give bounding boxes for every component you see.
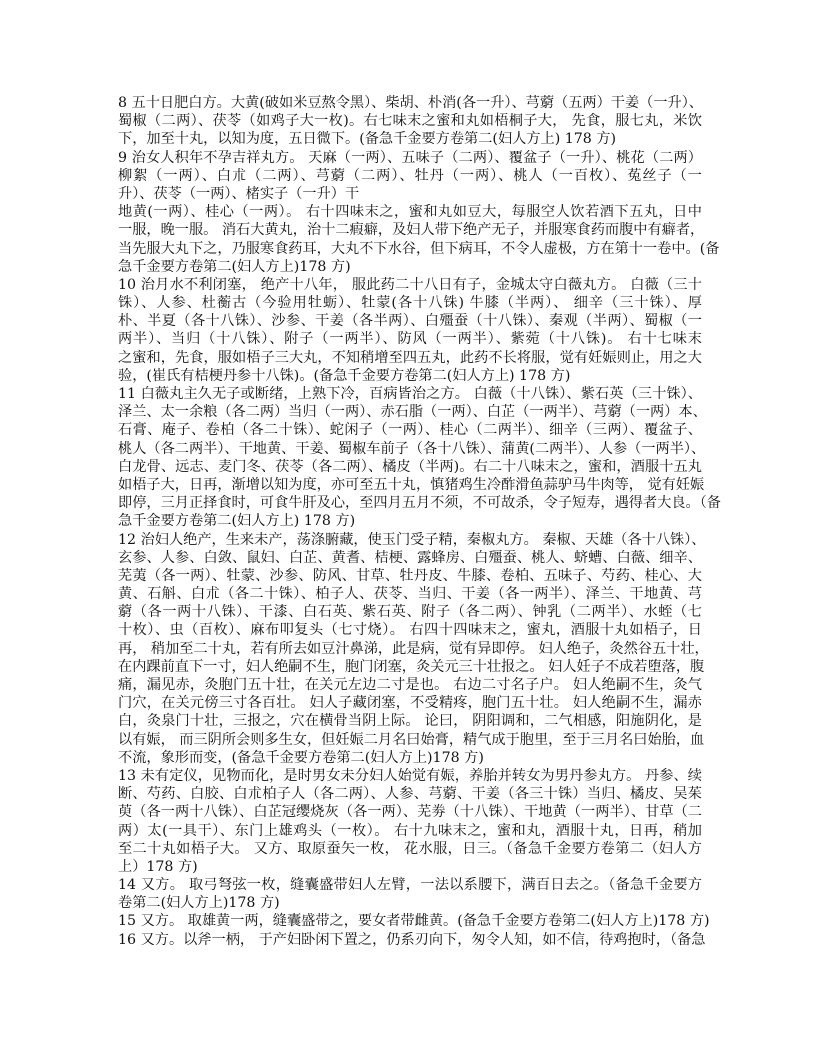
text-line: 至二十丸如梧子大。 又方、取原蚕矢一枚， 花水服，日三。（备急千金要方卷第二（妇人方 bbox=[118, 840, 702, 857]
text-line: 9 治女人积年不孕吉祥丸方。 天麻（一两）、五味子（二两）、覆盆子（一升）、桃花（二两） bbox=[118, 149, 702, 166]
text-line: 验，(崔氏有桔梗丹参十八铢)。(备急千金要方卷第二(妇人方上) 178 方) bbox=[118, 367, 571, 384]
text-line: 玄参、人参、白敛、鼠妇、白芷、黄耆、桔梗、露蜂房、白殭蚕、桃人、蛴螬、白薇、细辛、 bbox=[118, 549, 702, 566]
text-line: 痛，漏见赤，灸胞门五十壮，在关元左边二寸是也。 右边二寸名子户。 妇人绝嗣不生，灸气 bbox=[118, 677, 702, 693]
text-line: 卷第二(妇人方上)178 方) bbox=[118, 895, 280, 912]
text-line: 萸（各一两十八铢）、白芷冠缨烧灰（各一两）、芜劵（十八铢）、干地黄（一两半）、甘草（二 bbox=[118, 804, 702, 821]
text-line: 10 治月水不利闭塞， 绝产十八年， 服此药二十八日有子，金城太守白薇丸方。 白薇（三十 bbox=[118, 276, 702, 293]
text-line: 升）、茯苓（一两）、楮实子（一升）干 bbox=[118, 185, 360, 202]
text-line: 两半）、当归（十八铢）、附子（一两半）、防风（一两半）、紫菀（十八铢)。 右十七味末 bbox=[118, 331, 702, 348]
text-line: 断、芍药、白胶、白朮柏子人（各二两）、人参、芎藭、干姜（各三十铢）当归、橘皮、吴茱 bbox=[118, 786, 702, 803]
text-line: 白，灸泉门十壮，三报之，穴在横骨当阴上际。 论曰， 阴阳调和，二气相感，阳施阴化，是 bbox=[118, 713, 702, 730]
text-line: 以有娠， 而三阴所会则多生女，但妊娠二月名曰始膏，精气成于胞里，至于三月名曰始胎，血 bbox=[118, 731, 705, 748]
text-line: 13 未有定仪，见物而化，是时男女未分妇人始觉有娠，养胎并转女为男丹参丸方。 丹参、续 bbox=[118, 767, 702, 784]
text-line: 一服，晚一服。 消石大黄丸，治十二瘕癖，及妇人带下绝产无子，并服寒食药而腹中有癖者， bbox=[118, 222, 705, 239]
text-line: 急千金要方卷第二(妇人方上)178 方) bbox=[118, 258, 351, 275]
text-line: 11 白薇丸主久无子或断绪，上熟下冷，百病皆治之方。 白薇（十八铢）、紫石英（三十铢）、 bbox=[118, 386, 702, 402]
text-line: 柳絮（一两）、白朮（二两）、芎藭（二两）、牡丹（一两）、桃人（一百枚）、菟丝子（一 bbox=[118, 167, 702, 184]
text-line: 上）178 方) bbox=[118, 858, 198, 875]
text-line: 不流，象形而变，(备急千金要方卷第二(妇人方上)178 方) bbox=[118, 749, 484, 766]
text-line: 15 又方。 取雄黄一两，缝囊盛带之，要女者带雌黄。(备急千金要方卷第二(妇人方上)178 方) bbox=[118, 913, 710, 930]
text-line: 泽兰、太一余粮（各二两）当归（一两）、赤石脂（一两）、白芷（一两半）、芎藭（一两）本、 bbox=[118, 404, 707, 421]
text-line: 在内踝前直下一寸，妇人绝嗣不生，胞门闭塞，灸关元三十壮报之。 妇人妊子不成若堕落，腹 bbox=[118, 658, 705, 675]
document-body bbox=[118, 94, 721, 949]
text-line: 藭（各一两十八铢）、干漆、白石英、紫石英、附子（各二两）、钟乳（二两半）、水蛭（七 bbox=[118, 604, 702, 621]
text-line: 白龙骨、远志、麦门冬、茯苓（各二两）、橘皮（半两)。右二十八味末之，蜜和，酒服十五丸 bbox=[118, 458, 702, 475]
text-line: 铢）、人参、杜蘅古（今验用牡蛎）、牡蒙(各十八铢) 牛膝（半两）、 细辛（三十铢）、厚 bbox=[118, 295, 702, 312]
text-line: 芜荑（各一两）、牡蒙、沙参、防风、甘草、牡丹皮、牛膝、卷柏、五味子、芍药、桂心、大 bbox=[118, 567, 702, 584]
text-line: 两）太(一具干）、东门上雄鸡头（一枚）。 右十九味末之，蜜和丸，酒服十丸，日再，稍加 bbox=[118, 822, 702, 839]
text-line: 12 治妇人绝产，生来未产，荡涤腑藏，使玉门受子精，秦椒丸方。 秦椒、天雄（各十八铢）、 bbox=[118, 531, 706, 548]
text-line: 16 又方。以斧一柄， 于产妇卧闲下置之，仍系刃向下，匆令人知，如不信，待鸡抱时，（备急 bbox=[118, 931, 706, 948]
text-line: 黄、石斛、白朮（各二十铢）、柏子人、茯苓、当归、干姜（各一两半）、泽兰、干地黄、芎 bbox=[118, 586, 702, 603]
text-line: 石膏、庵子、卷柏（各二十铢）、蛇闲子（一两）、桂心（二两半）、细辛（三两）、覆盆子、 bbox=[118, 422, 702, 439]
text-line: 十枚）、虫（百枚）、麻布叩复头（七寸烧）。 右四十四味末之，蜜丸，酒服十丸如梧子，日 bbox=[118, 622, 702, 639]
text-line: 地黄(一两）、桂心（一两）。 右十四味末之，蜜和丸如豆大，每服空人饮若酒下五丸，日中 bbox=[118, 204, 702, 221]
text-line: 即停，三月正择食时，可食牛肝及心，至四月五月不须，不可故杀，令子短寿，遇得者大良。（备 bbox=[118, 495, 721, 512]
text-line: 蜀椒（二两）、茯苓（如鸡子大一枚)。右七味末之蜜和丸如梧桐子大， 先食，服七丸，米饮 bbox=[118, 113, 702, 130]
text-line: 下，加至十丸，以知为度，五日微下。(备急千金要方卷第二(妇人方上) 178 方) bbox=[118, 131, 617, 148]
text-line: 14 又方。 取弓弩弦一枚，缝囊盛带妇人左臂，一法以系腰下，满百日去之。（备急千金要方 bbox=[118, 877, 702, 894]
text-line: 当先服大丸下之，乃服寒食药耳，大丸不下水谷，但下病耳，不令人虚极，方在第十一卷中。(备 bbox=[118, 240, 720, 257]
text-line: 桃人（各二两半）、干地黄、干姜、蜀椒车前子（各十八铢）、蒲黄(二两半）、人参（一两半）、 bbox=[118, 440, 706, 457]
text-line: 如梧子大，日再，渐增以知为度，亦可至五十丸，慎猪鸡生冷酢滑鱼蒜驴马牛肉等， 觉有妊娠 bbox=[118, 476, 705, 493]
text-line: 之蜜和，先食，服如梧子三大丸，不知稍增至四五丸，此药不长将服，觉有妊娠则止，用之大 bbox=[118, 349, 702, 366]
text-line: 朴、半夏（各十八铢）、沙参、干姜（各半两）、白殭蚕（十八铢）、秦观（半两）、蜀椒（一 bbox=[118, 313, 702, 330]
text-line: 8 五十日肥白方。大黄(破如米豆熬令黑）、柴胡、朴消(各一升）、芎藭（五两）干姜（一升）、 bbox=[118, 95, 703, 111]
text-line: 门穴，在关元傍三寸各百壮。 妇人子藏闭塞，不受精疼，胞门五十壮。 妇人绝嗣不生，漏赤 bbox=[118, 695, 702, 712]
text-line: 急千金要方卷第二(妇人方上) 178 方) bbox=[118, 513, 356, 530]
text-line: 再， 稍加至二十丸，若有所去如豆汁鼻涕，此是病，觉有异即停。 妇人绝子，灸然谷五十壮， bbox=[118, 640, 709, 657]
